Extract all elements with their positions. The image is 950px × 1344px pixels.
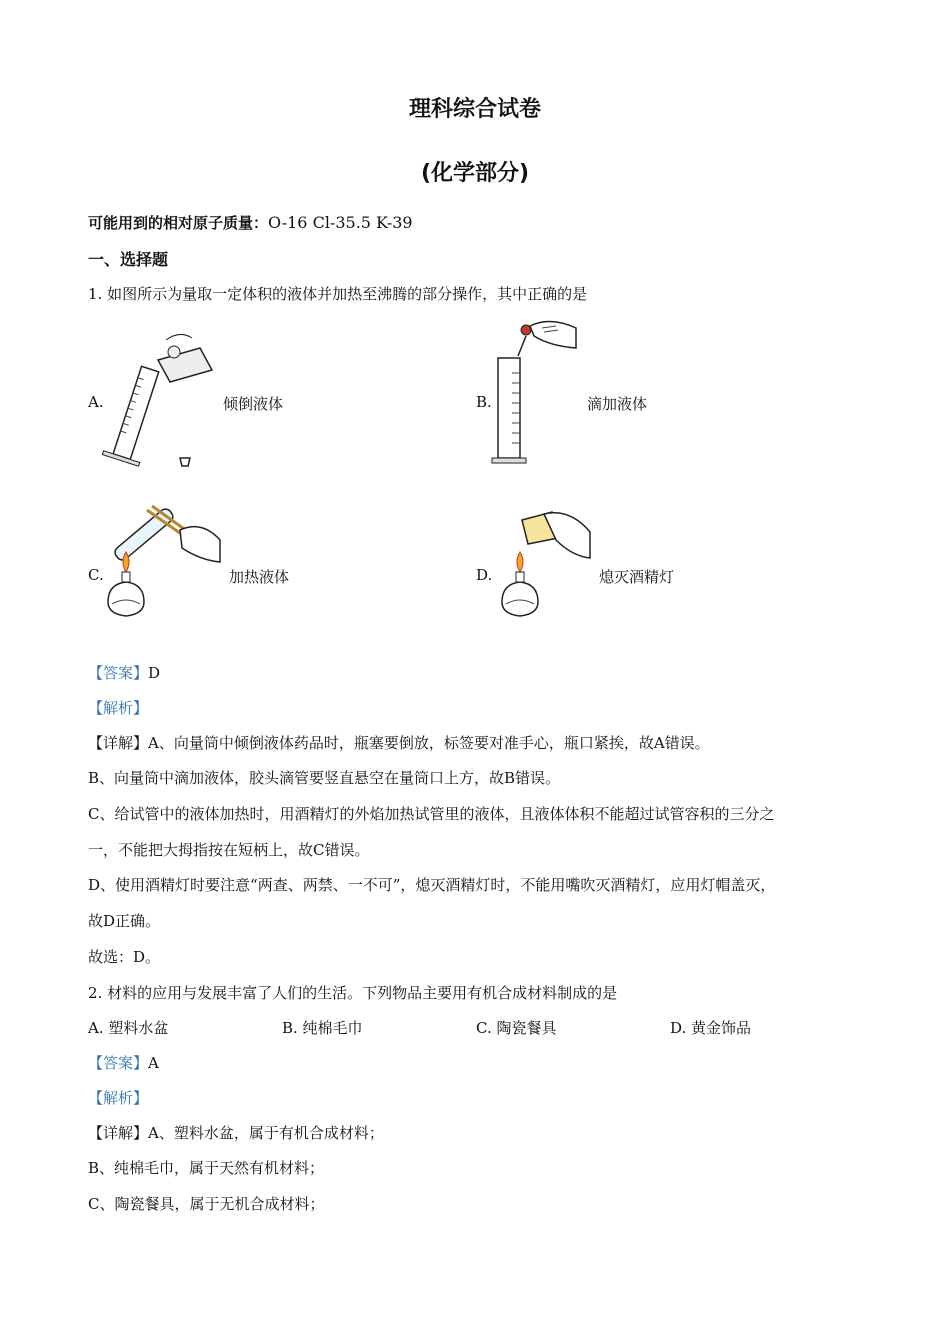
q2-answer <box>88 1052 159 1073</box>
q1-detail-line <box>88 732 710 753</box>
q2-detail-line <box>88 1122 384 1143</box>
q1-detail-line: 故D正确。 <box>88 912 161 930</box>
q2-stem: 2. 材料的应用与发展丰富了人们的生活。下列物品主要用有机合成材料制成的是 <box>88 984 618 1002</box>
atomic-mass-label: 可能用到的相对原子质量： <box>88 214 269 232</box>
heating-liquid-illustration <box>102 500 227 622</box>
q1-detail-line: D、使用酒精灯时要注意“两查、两禁、一不可”，熄灭酒精灯时，不能用嘴吹灭酒精灯，应用灯帽盖灭， <box>88 876 776 894</box>
q1-option-c-letter: C. <box>88 566 104 584</box>
q2-option-b: B. 纯棉毛巾 <box>282 1019 363 1037</box>
q1-stem: 1. 如图所示为量取一定体积的液体并加热至沸腾的部分操作，其中正确的是 <box>88 285 588 303</box>
q1-detail-line: C、给试管中的液体加热时，用酒精灯的外焰加热试管里的液体，且液体体积不能超过试管容积的三分之 <box>88 805 775 823</box>
q2-answer-label: 【答案】 <box>88 1054 149 1072</box>
q1-conclusion: 故选：D。 <box>88 948 161 966</box>
q2-detail-line: C、陶瓷餐具，属于无机合成材料； <box>88 1195 325 1213</box>
q1-option-c-caption: 加热液体 <box>229 568 290 586</box>
q1-detail-line: 一，不能把大拇指按在短柄上，故C错误。 <box>88 841 370 859</box>
q1-detail-label: 【详解】 <box>88 734 149 752</box>
q1-detail-line: B、向量筒中滴加液体，胶头滴管要竖直悬空在量筒口上方，故B错误。 <box>88 769 561 787</box>
q1-answer-label: 【答案】 <box>88 664 149 682</box>
q1-option-b-letter: B. <box>476 393 492 411</box>
q2-analysis-label: 【解析】 <box>88 1089 149 1107</box>
q2-detail-label: 【详解】 <box>88 1124 149 1142</box>
dropping-liquid-illustration <box>490 318 585 468</box>
q2-option-a: A. 塑料水盆 <box>88 1019 169 1037</box>
q1-option-d-caption: 熄灭酒精灯 <box>599 568 675 586</box>
q2-detail-line: B、纯棉毛巾，属于天然有机材料； <box>88 1159 325 1177</box>
q1-option-a-letter: A. <box>88 393 104 411</box>
q2-option-c: C. 陶瓷餐具 <box>476 1019 557 1037</box>
section-title: 一、选择题 <box>88 250 169 269</box>
q1-answer <box>88 662 160 683</box>
q2-option-d: D. 黄金饰品 <box>670 1019 752 1037</box>
page-subtitle: (化学部分) <box>420 161 530 186</box>
q1-option-a-caption: 倾倒液体 <box>223 395 284 413</box>
atomic-mass-line <box>88 212 413 233</box>
q1-answer-value: D <box>148 664 161 682</box>
q2-detail-text: A、塑料水盆，属于有机合成材料； <box>148 1124 384 1142</box>
q1-option-d-letter: D. <box>476 566 493 584</box>
pouring-liquid-illustration <box>100 330 220 470</box>
q1-analysis-label: 【解析】 <box>88 699 149 717</box>
q1-option-b-caption: 滴加液体 <box>587 395 648 413</box>
atomic-mass-values: O-16 Cl-35.5 K-39 <box>268 213 413 232</box>
page-title: 理科综合试卷 <box>408 97 541 122</box>
q2-answer-value: A <box>148 1054 159 1072</box>
q1-detail-text: A、向量筒中倾倒液体药品时，瓶塞要倒放，标签要对准手心，瓶口紧挨，故A错误。 <box>148 734 710 752</box>
extinguishing-lamp-illustration <box>492 508 594 622</box>
